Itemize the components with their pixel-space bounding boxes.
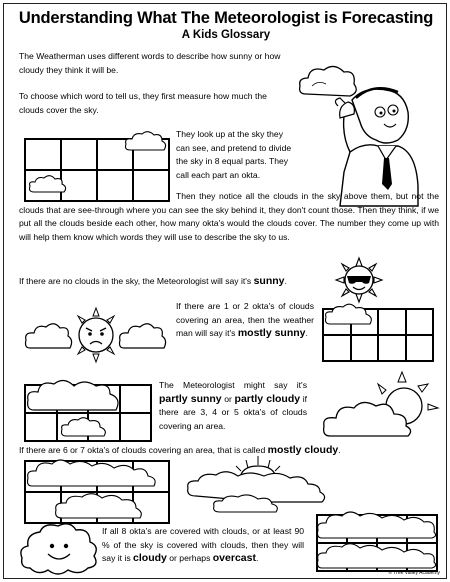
glossary-page bbox=[3, 3, 447, 579]
partly-cloudy-keyword: partly cloudy bbox=[234, 392, 301, 405]
overcast-period: . bbox=[255, 553, 259, 564]
clouds-paragraph: Then they notice all the clouds in the sky above them, but not the clouds that are see-through where you can see the sky behind it, they don't count those. Then they think, if we put all the clouds beside each other, how many okta's would the clouds cover. The number they come up with will help them know which words they will use to describe the sky to us. bbox=[19, 191, 439, 242]
mostly-sunny-keyword: mostly sunny bbox=[237, 327, 306, 340]
overcast-definition bbox=[102, 525, 304, 566]
sun-between-clouds-illustration bbox=[24, 304, 169, 364]
overcast-or: or perhaps bbox=[169, 553, 211, 564]
cloud-icon bbox=[26, 376, 126, 414]
mostly-cloudy-keyword: mostly cloudy bbox=[267, 444, 339, 456]
mostly-sunny-definition bbox=[176, 300, 314, 341]
smiling-cloud-illustration bbox=[20, 520, 98, 578]
partly-text: The Meteorologist might say it's bbox=[159, 380, 307, 390]
cloudy-keyword: cloudy bbox=[133, 552, 167, 565]
mostly-cloudy-text: If there are 6 or 7 okta's of clouds covering an area, that is called bbox=[19, 445, 266, 455]
copyright-credit: © Tree Valley Academy bbox=[388, 570, 440, 576]
meteorologist-illustration bbox=[294, 56, 444, 206]
cloud-icon bbox=[60, 416, 110, 440]
partly-or: or bbox=[224, 393, 232, 404]
mostly-sunny-period: . bbox=[305, 328, 308, 339]
okta-paragraph: They look up at the sky they can see, and pretend to divide the sky in 8 equal parts. They call each part an okta. bbox=[176, 129, 292, 180]
partly-text-end: if there are 3, 4 or 5 okta's of clouds covering an area. bbox=[159, 393, 308, 431]
mostly-cloudy-period: . bbox=[338, 445, 341, 455]
page-title: Understanding What The Meteorologist is Forecasting bbox=[18, 9, 434, 27]
cloud-icon bbox=[124, 130, 168, 154]
sunny-keyword: sunny bbox=[253, 275, 285, 287]
clouds-sun-peeking-illustration bbox=[186, 454, 336, 516]
sun-sunglasses-illustration bbox=[334, 256, 384, 304]
sun-behind-cloud-illustration bbox=[322, 370, 440, 444]
page-subtitle: A Kids Glossary bbox=[181, 29, 271, 41]
sunny-text: If there are no clouds in the sky, the Meteorologist will say it's bbox=[19, 276, 252, 286]
overcast-keyword: overcast bbox=[212, 552, 256, 565]
sunny-definition bbox=[19, 275, 339, 289]
intro-paragraph: The Weatherman uses different words to describe how sunny or how cloudy they think it will be. bbox=[19, 51, 281, 75]
partly-sunny-keyword: partly sunny bbox=[159, 392, 222, 405]
cloud-icon bbox=[316, 508, 438, 572]
measure-paragraph: To choose which word to tell us, they first measure how much the clouds cover the sky. bbox=[19, 91, 267, 115]
cloud-icon bbox=[324, 302, 376, 328]
cloud-icon bbox=[26, 456, 170, 522]
mostly-sunny-text: If there are 1 or 2 okta's of clouds covering an area, then the weather man will say it's bbox=[176, 301, 314, 339]
overcast-text: If all 8 okta's are covered with clouds, or at least 90 % of the sky is covered with clouds, then they will say it is bbox=[102, 526, 304, 564]
sunny-period: . bbox=[284, 276, 287, 286]
partly-definition bbox=[159, 379, 307, 433]
